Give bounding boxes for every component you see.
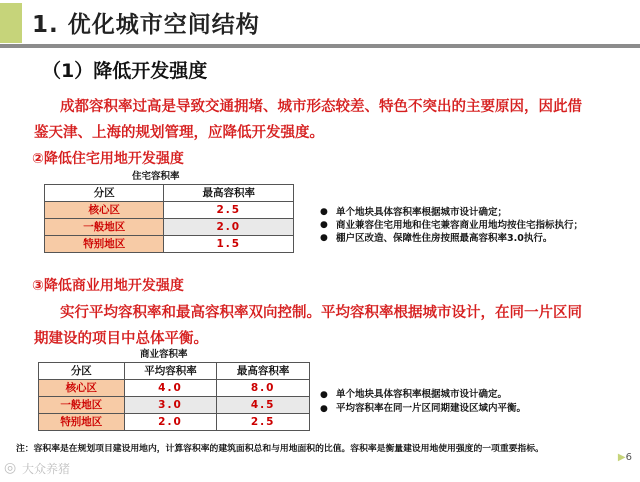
table-row <box>39 414 310 431</box>
max-far-cell: 4.5 <box>217 397 310 414</box>
max-far-cell: 2.5 <box>164 202 294 219</box>
table-header-row <box>45 185 294 202</box>
header-bar <box>0 0 640 48</box>
section3-paragraph-line-1: 实行平均容积率和最高容积率双向控制。平均容积率根据城市设计，在同一片区同 <box>60 305 582 321</box>
page-indicator <box>618 452 632 463</box>
residential-notes <box>320 206 583 245</box>
intro-line-1: 成都容积率过高是导致交通拥堵、城市形态较差、特色不突出的主要原因，因此借 <box>60 99 582 115</box>
watermark-text: 大众养猪 <box>22 462 71 476</box>
section2-heading: ②降低住宅用地开发强度 <box>32 151 184 167</box>
max-far-cell: 1.5 <box>164 236 294 253</box>
column-header: 平均容积率 <box>124 363 217 380</box>
max-far-cell: 2.5 <box>217 414 310 431</box>
avg-far-cell: 4.0 <box>124 380 217 397</box>
bullet-dot-icon: ● <box>320 220 328 230</box>
bullet-dot-icon: ● <box>320 390 328 400</box>
table-row <box>39 380 310 397</box>
commercial-table-caption: 商业容积率 <box>140 349 188 360</box>
bullet-dot-icon: ● <box>320 233 328 243</box>
column-header: 最高容积率 <box>164 185 294 202</box>
zone-cell: 核心区 <box>39 380 125 397</box>
list-item: ● 平均容积率在同一片区同期建设区域内平衡。 <box>320 403 527 414</box>
page-number: 6 <box>625 452 632 463</box>
table-header-row <box>39 363 310 380</box>
residential-far-table <box>44 184 294 253</box>
list-item: ● 单个地块具体容积率根据城市设计确定。 <box>320 389 508 400</box>
commercial-far-table <box>38 362 310 431</box>
section3-paragraph-line-2: 期建设的项目中总体平衡。 <box>34 331 208 347</box>
bullet-dot-icon: ● <box>320 404 328 414</box>
footnote: 注：容积率是在规划项目建设用地内，计算容积率的建筑面积总和与用地面积的比值。容积率是衡量建设用地使用强度的一项重要指标。 <box>16 444 544 454</box>
max-far-cell: 2.0 <box>164 219 294 236</box>
header-accent-block <box>0 3 22 43</box>
column-header: 分区 <box>45 185 164 202</box>
weibo-icon: ◎ <box>4 460 17 476</box>
residential-table-caption: 住宅容积率 <box>132 171 180 182</box>
zone-cell: 特别地区 <box>45 236 164 253</box>
section3-heading: ③降低商业用地开发强度 <box>32 278 184 294</box>
slide-title: 1. 优化城市空间结构 <box>32 12 260 38</box>
play-arrow-icon: ▶ <box>617 452 626 463</box>
section-subtitle: （1）降低开发强度 <box>42 60 208 82</box>
list-item: ● 棚户区改造、保障性住房按照最高容积率3.0执行。 <box>320 233 553 244</box>
column-header: 最高容积率 <box>217 363 310 380</box>
table-row <box>45 219 294 236</box>
list-item: ● 单个地块具体容积率根据城市设计确定； <box>320 207 508 218</box>
zone-cell: 特别地区 <box>39 414 125 431</box>
avg-far-cell: 2.0 <box>124 414 217 431</box>
column-header: 分区 <box>39 363 125 380</box>
bullet-dot-icon: ● <box>320 207 328 217</box>
intro-line-2: 鉴天津、上海的规划管理，应降低开发强度。 <box>34 125 324 141</box>
zone-cell: 核心区 <box>45 202 164 219</box>
zone-cell: 一般地区 <box>45 219 164 236</box>
zone-cell: 一般地区 <box>39 397 125 414</box>
list-item: ● 商业兼容住宅用地和住宅兼容商业用地均按住宅指标执行； <box>320 220 584 231</box>
table-row <box>45 202 294 219</box>
table-row <box>39 397 310 414</box>
commercial-notes <box>320 388 526 416</box>
avg-far-cell: 3.0 <box>124 397 217 414</box>
table-row <box>45 236 294 253</box>
max-far-cell: 8.0 <box>217 380 310 397</box>
